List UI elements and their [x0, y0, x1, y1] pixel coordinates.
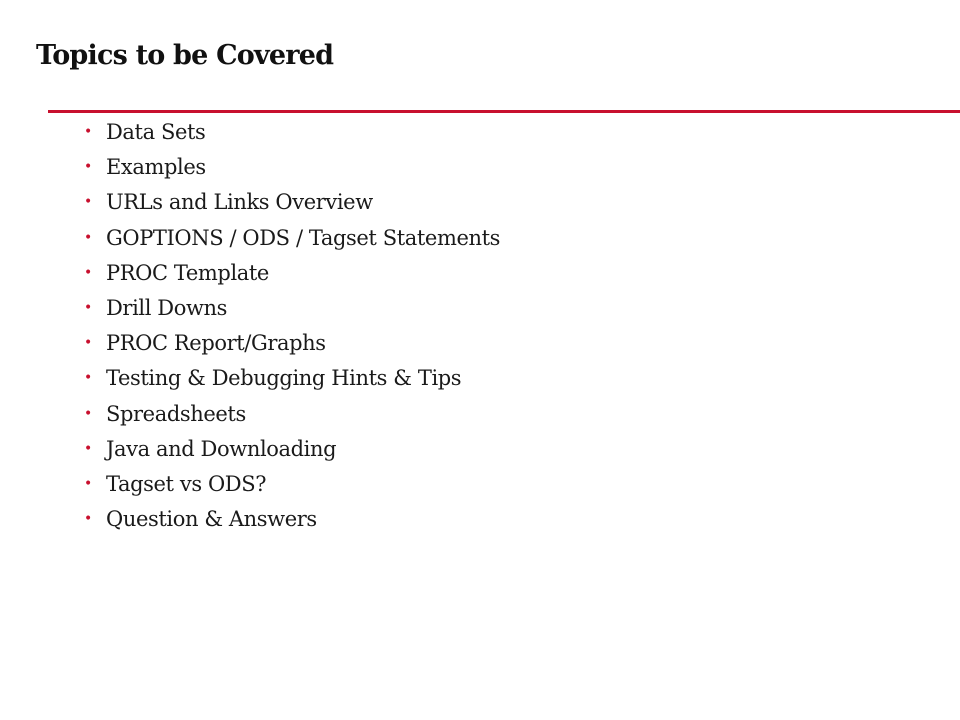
- topic-item: [84, 150, 500, 185]
- bullet-icon: •: [84, 440, 93, 457]
- topic-label: PROC Report/Graphs: [106, 331, 326, 356]
- topic-item: [84, 361, 500, 396]
- topic-label: Question & Answers: [106, 507, 317, 532]
- topic-label: Data Sets: [106, 120, 206, 144]
- topic-item: [84, 326, 500, 361]
- bullet-icon: •: [84, 159, 93, 176]
- topic-label: GOPTIONS / ODS / Tagset Statements: [106, 225, 501, 250]
- topic-label: Drill Downs: [106, 295, 228, 320]
- bullet-icon: •: [84, 229, 93, 246]
- topic-label: Java and Downloading: [106, 436, 337, 461]
- topic-label: Testing & Debugging Hints & Tips: [106, 366, 462, 391]
- bullet-icon: •: [84, 299, 93, 316]
- topic-label: URLs and Links Overview: [106, 190, 373, 215]
- bullet-icon: •: [84, 335, 93, 352]
- slide-title: Topics to be Covered: [36, 40, 334, 71]
- topic-label: Spreadsheets: [106, 401, 246, 426]
- bullet-icon: •: [84, 405, 93, 422]
- topic-item: [84, 432, 500, 467]
- topic-item: [84, 115, 500, 150]
- topic-item: [84, 502, 500, 537]
- bullet-icon: •: [84, 511, 93, 528]
- topic-label: Tagset vs ODS?: [106, 471, 267, 496]
- topic-item: [84, 291, 500, 326]
- bullet-icon: •: [84, 194, 93, 211]
- topic-item: [84, 397, 500, 432]
- topic-label: PROC Template: [106, 260, 269, 285]
- bullet-icon: •: [84, 370, 93, 387]
- bullet-icon: •: [84, 475, 93, 492]
- title-divider: [48, 110, 960, 113]
- topic-label: Examples: [106, 155, 206, 180]
- topic-list: [84, 115, 500, 537]
- bullet-icon: •: [84, 264, 93, 281]
- topic-item: [84, 256, 500, 291]
- topic-item: [84, 185, 500, 220]
- topic-item: [84, 221, 500, 256]
- topic-item: [84, 467, 500, 502]
- bullet-icon: •: [84, 124, 93, 140]
